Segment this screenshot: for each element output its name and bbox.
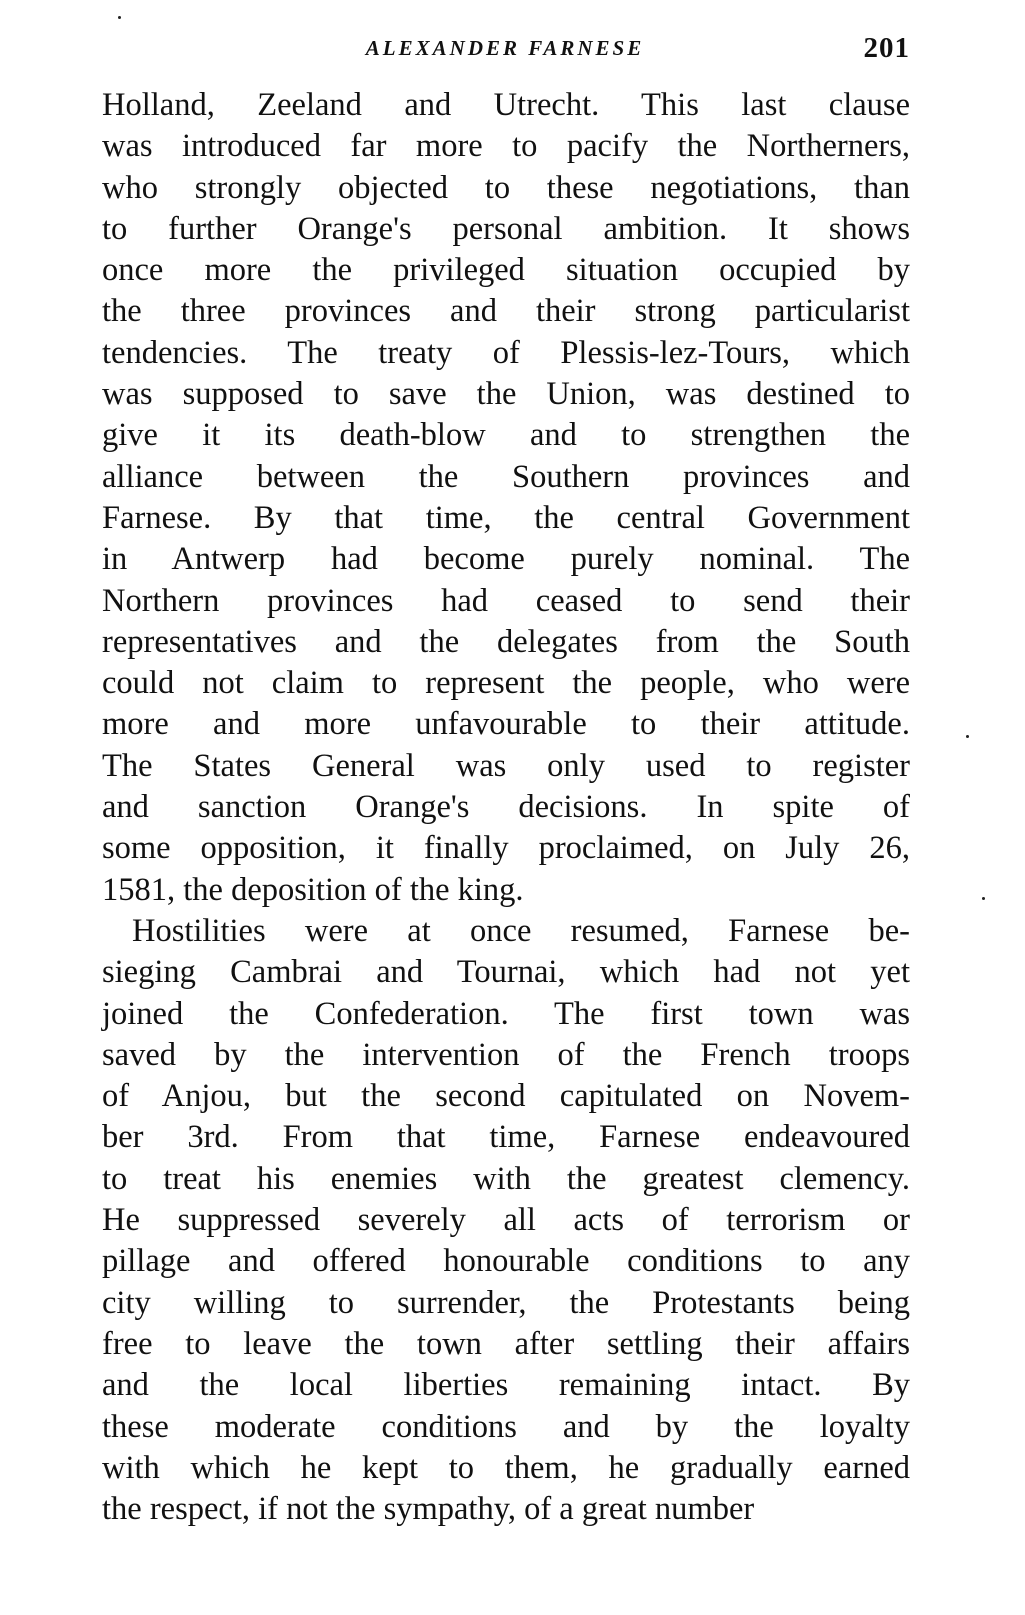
text-line: who strongly objected to these negotiations, than: [102, 169, 910, 206]
paragraph-2: [102, 911, 910, 1530]
text-line: once more the privileged situation occupied by: [102, 252, 910, 289]
text-line: free to leave the town after settling their affairs: [102, 1325, 910, 1362]
text-line: was introduced far more to pacify the Northerners,: [102, 128, 910, 165]
text-line: saved by the intervention of the French troops: [102, 1036, 910, 1073]
text-line: some opposition, it finally proclaimed, on July 26,: [102, 830, 910, 867]
text-line: Farnese. By that time, the central Government: [102, 499, 910, 536]
print-speck: [118, 16, 121, 19]
text-line: city willing to surrender, the Protestants being: [102, 1284, 910, 1321]
print-speck: [982, 897, 985, 900]
text-line: give it its death-blow and to strengthen the: [102, 417, 910, 454]
text-line: Hostilities were at once resumed, Farnese be-: [132, 912, 910, 949]
running-header: [100, 30, 910, 70]
text-line: and the local liberties remaining intact. By: [102, 1367, 910, 1404]
text-line: the respect, if not the sympathy, of a great number: [102, 1491, 755, 1528]
text-line: Northern provinces had ceased to send their: [102, 582, 910, 619]
text-line: tendencies. The treaty of Plessis-lez-Tours, which: [102, 334, 910, 371]
text-line: He suppressed severely all acts of terrorism or: [102, 1202, 910, 1239]
text-line: and sanction Orange's decisions. In spite of: [102, 789, 910, 826]
text-line: alliance between the Southern provinces and: [102, 458, 910, 495]
text-line: these moderate conditions and by the loyalty: [102, 1408, 910, 1445]
text-line: sieging Cambrai and Tournai, which had not yet: [102, 954, 910, 991]
text-line: the three provinces and their strong particularist: [102, 293, 910, 330]
text-line: ber 3rd. From that time, Farnese endeavoured: [102, 1119, 910, 1156]
text-line: more and more unfavourable to their attitude.: [102, 706, 910, 743]
text-line: Holland, Zeeland and Utrecht. This last clause: [102, 87, 910, 123]
paragraph-1: [102, 85, 910, 911]
page-number: 201: [863, 32, 910, 64]
text-line: The States General was only used to register: [102, 747, 910, 784]
text-line: was supposed to save the Union, was destined to: [102, 376, 910, 413]
text-line: in Antwerp had become purely nominal. The: [102, 541, 910, 578]
text-line: representatives and the delegates from the South: [102, 623, 910, 660]
text-line: to treat his enemies with the greatest clemency.: [102, 1160, 910, 1197]
running-title: ALEXANDER FARNESE: [365, 36, 645, 60]
text-line: to further Orange's personal ambition. It shows: [102, 210, 910, 247]
text-line: joined the Confederation. The first town was: [102, 995, 910, 1032]
text-line: with which he kept to them, he gradually earned: [102, 1449, 910, 1486]
text-line: of Anjou, but the second capitulated on Novem-: [102, 1078, 910, 1115]
text-line: could not claim to represent the people, who were: [102, 665, 910, 702]
body-text: [102, 85, 910, 1530]
text-line: pillage and offered honourable conditions to any: [102, 1243, 910, 1280]
print-speck: [966, 735, 969, 738]
text-line: 1581, the deposition of the king.: [102, 871, 524, 908]
